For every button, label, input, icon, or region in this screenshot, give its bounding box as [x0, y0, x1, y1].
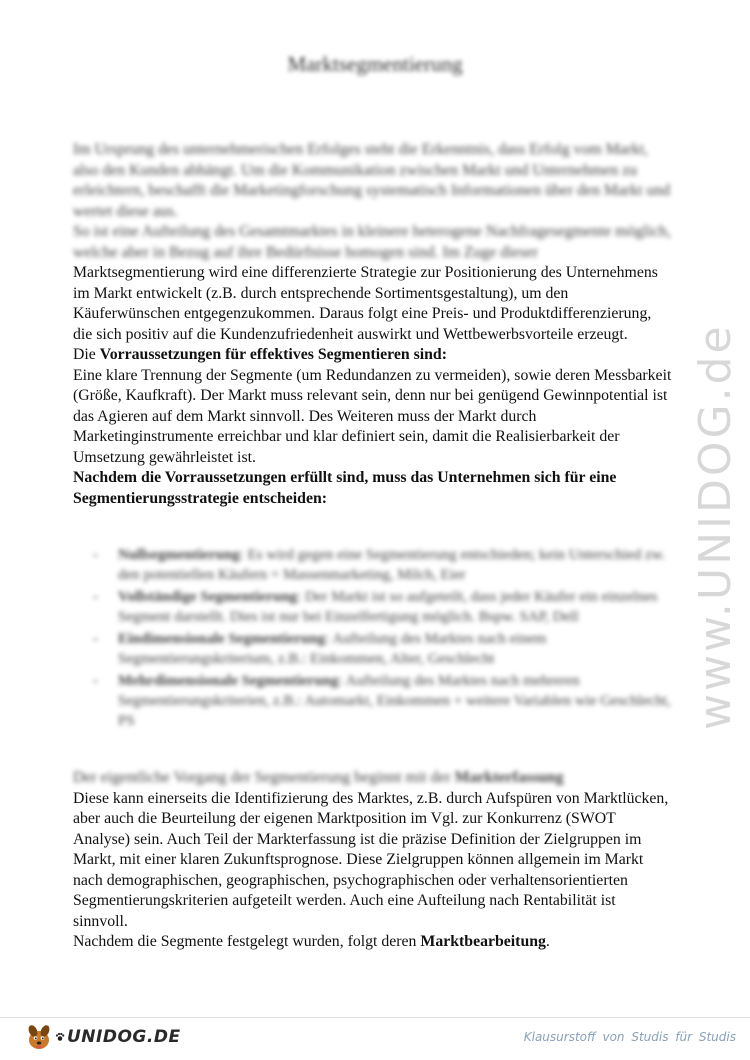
paragraph-prerequisites: Eine klare Trennung der Segmente (um Redundanzen zu vermeiden), sowie deren Messbarkeit (Größe, Kaufkraft). Der Markt muss relevant sein, denn nur bei genügend Gewinnpotential ist das Agieren auf dem Markt sinnvoll. Des Weiteren muss der Markt durch Marketinginstrumente erreichbar und klar definiert sein, damit die Realisierbarkeit der Umsetzung gewährleistet ist.	[73, 366, 672, 466]
segmentation-strategy-list	[93, 545, 673, 733]
strategy-decision-heading: Nachdem die Vorraussetzungen erfüllt sind, muss das Unternehmen sich für eine Segmentierungsstrategie entscheiden:	[73, 469, 617, 507]
bullet-term: Mehrdimensionale Segmentierung	[118, 673, 339, 689]
market-processing-prefix: Nachdem die Segmente festgelegt wurden, folgt deren	[73, 933, 421, 950]
bullet-text: : Aufteilung des Marktes nach mehreren Segmentierungskriterien, z.B.: Automarkt, Einkommen + weitere Variablen wie Geschlecht, PS	[118, 673, 671, 729]
list-item: - Mehrdimensionale Segmentierung: Aufteilung des Marktes nach mehreren Segmentierungskriterien, z.B.: Automarkt, Einkommen + weitere Variablen wie Geschlecht, PS	[93, 673, 671, 729]
paragraph-prerequisites-heading	[73, 345, 673, 366]
market-capture-term: Markterfassung	[454, 769, 564, 786]
market-capture-prefix: Der eigentliche Vorgang der Segmentierung beginnt mit der	[73, 769, 455, 786]
bullet-text: : Es wird gegen eine Segmentierung entschieden; kein Unterschied zw. den potentiellen Käufern = Massenmarketing, Milch, Eier	[118, 547, 666, 583]
document-body	[73, 140, 673, 509]
paragraph-market-processing	[73, 932, 673, 953]
intro-paragraph-blurred: Im Ursprung des unternehmerischen Erfolges steht die Erkenntnis, dass Erfolg vom Markt, also den Kunden abhängt. Um die Kommunikation zwischen Markt und Unternehmen zu erleichtern, beschafft die Marketingforschung systematisch Informationen über den Markt und wertet diese aus.	[73, 141, 671, 220]
dog-mascot-icon	[24, 1022, 54, 1052]
logo-text: UNIDOG.DE	[67, 1027, 181, 1047]
footer-slogan: Klausurstoff von Studis für Studis	[523, 1030, 736, 1044]
bullet-term: Nullsegmentierung	[118, 547, 240, 563]
paragraph-strategy-decision	[73, 468, 673, 509]
list-item: - Vollständige Segmentierung: Der Markt ist so aufgeteilt, dass jeder Käufer ein einzelnes Segment darstellt. Dies ist nur bei Einzelfertigung möglich. Bspw. SAP, Dell	[93, 589, 658, 625]
prerequisites-heading: Vorraussetzungen für effektives Segmentieren sind:	[99, 346, 447, 363]
paw-icon	[55, 1032, 65, 1042]
document-title: Marktsegmentierung	[287, 52, 463, 76]
market-processing-term: Marktbearbeitung	[420, 933, 546, 950]
unidog-logo	[24, 1022, 181, 1052]
list-item: - Nullsegmentierung: Es wird gegen eine Segmentierung entschieden; kein Unterschied zw. den potentiellen Käufern = Massenmarketing, Milch, Eier	[93, 547, 666, 583]
paragraph-market-capture: Diese kann einerseits die Identifizierung des Marktes, z.B. durch Aufspüren von Marktlücken, aber auch die Beurteilung der eigenen Marktposition im Vgl. zur Konkurrenz (SWOT Analyse) sein. Auch Teil der Markterfassung ist die präzise Definition der Zielgruppen im Markt, mit einer klaren Zukunftsprognose. Diese Zielgruppen können allgemein im Markt nach demographischen, geographischen, psychographischen oder verhaltensorientierten Segmentierungskriterien aufgeteilt werden. Auch eine Aufteilung nach Rentabilität ist sinnvoll.	[73, 789, 669, 930]
bullet-term: Eindimensionale Segmentierung	[118, 631, 326, 647]
market-processing-suffix: .	[545, 933, 550, 950]
intro-paragraph-blurred-2: So ist eine Aufteilung des Gesamtmarktes in kleinere heterogene Nachfragesegmente möglich, welche aber in Bezug auf ihre Bedürfnisse homogen sind. Im Zuge dieser	[73, 223, 671, 261]
bullet-text: : Aufteilung des Marktes nach einem Segmentierungskriterium, z.B.: Einkommen, Alter, Geschlecht	[118, 631, 547, 667]
prerequisites-prefix: Die	[73, 346, 100, 363]
footer-divider	[0, 1017, 750, 1018]
document-body-lower	[73, 768, 673, 953]
paragraph-segmentation-strategy: Marktsegmentierung wird eine differenzierte Strategie zur Positionierung des Unternehmens im Markt entwickelt (z.B. durch entsprechende Sortimentsgestaltung), um den Käuferwünschen entgegenzukommen. Daraus folgt eine Preis- und Produktdifferenzierung, die sich positiv auf die Kundenzufriedenheit auswirkt und Wettbewerbsvorteile erzeugt.	[73, 264, 658, 343]
bullet-text: : Der Markt ist so aufgeteilt, dass jeder Käufer ein einzelnes Segment darstellt. Dies ist nur bei Einzelfertigung möglich. Bspw. SAP, Dell	[118, 589, 658, 625]
list-item: - Eindimensionale Segmentierung: Aufteilung des Marktes nach einem Segmentierungskriterium, z.B.: Einkommen, Alter, Geschlecht	[93, 631, 547, 667]
watermark: www.UNIDOG.de	[690, 323, 741, 730]
bullet-term: Vollständige Segmentierung	[118, 589, 298, 605]
paragraph-market-capture-blurred	[73, 768, 673, 789]
